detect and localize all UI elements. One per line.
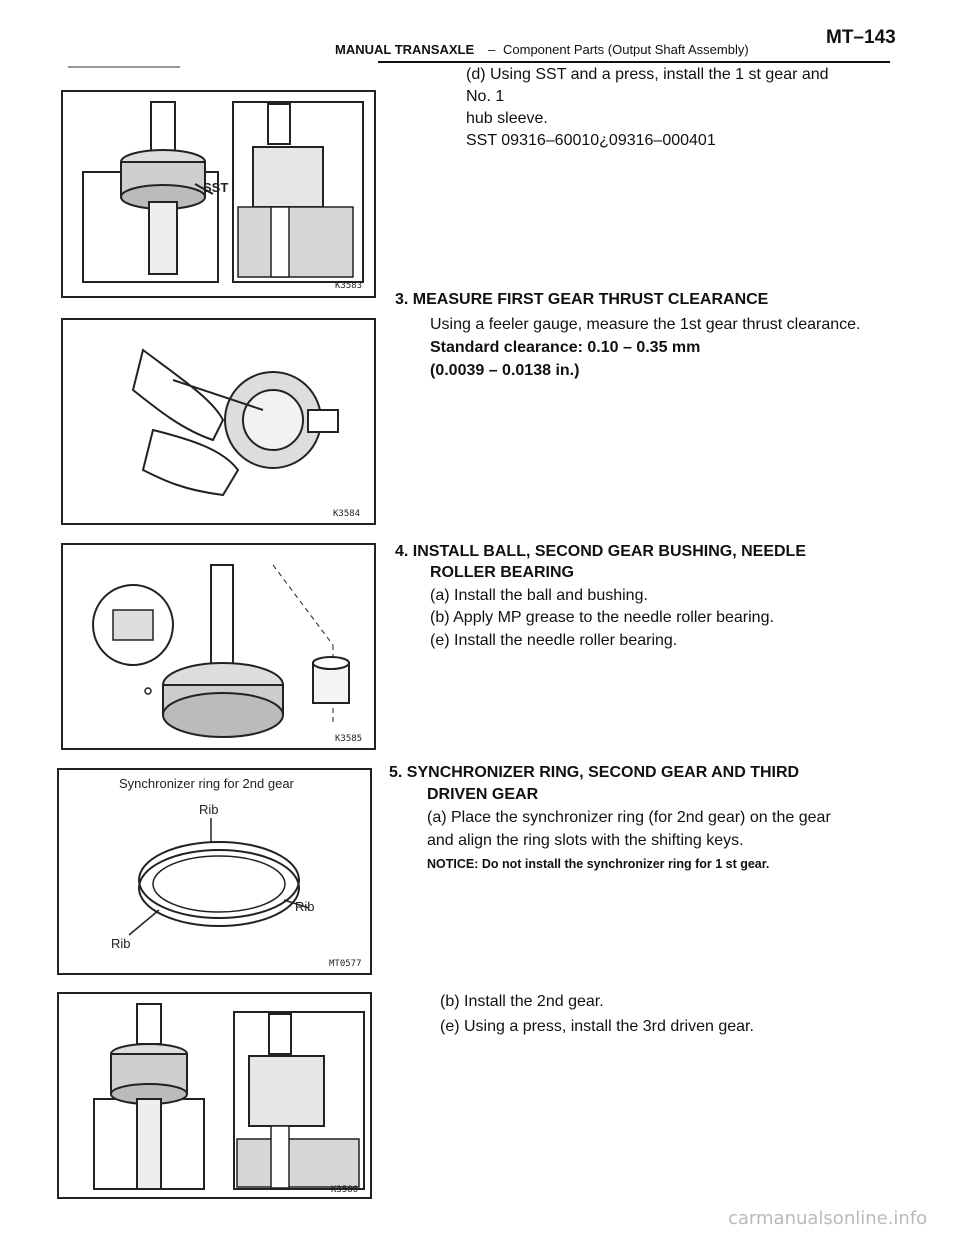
step4-e: (e) Install the needle roller bearing.: [430, 632, 678, 649]
step3-title: 3. MEASURE FIRST GEAR THRUST CLEARANCE: [395, 291, 769, 308]
step-d-line2: No. 1: [466, 88, 505, 105]
step5-b: (b) Install the 2nd gear.: [440, 993, 604, 1010]
fig4-rib-top-label: Rib: [199, 802, 219, 817]
step5-notice: NOTICE: Do not install the synchronizer ring for 1 st gear.: [427, 857, 770, 871]
step4-b: (b) Apply MP grease to the needle roller bearing.: [430, 609, 774, 626]
step4-title-line2: ROLLER BEARING: [430, 564, 574, 581]
step5-e: (e) Using a press, install the 3rd driven gear.: [440, 1018, 754, 1035]
step5-title-line1: 5. SYNCHRONIZER RING, SECOND GEAR AND THIRD: [389, 764, 800, 781]
header-rule: [378, 61, 890, 63]
figure-ball-bushing-bearing: [61, 543, 376, 750]
figure-feeler-gauge: [61, 318, 376, 525]
step4-title-line1: 4. INSTALL BALL, SECOND GEAR BUSHING, NEEDLE: [395, 543, 806, 560]
fig4-title: Synchronizer ring for 2nd gear: [119, 776, 294, 791]
fig2-label: K3584: [333, 509, 361, 519]
header-subsection-title: Component Parts (Output Shaft Assembly): [503, 42, 749, 57]
step3-line1: Using a feeler gauge, measure the 1st gear thrust clearance.: [430, 316, 861, 333]
step3-standard: Standard clearance: 0.10 – 0.35 mm: [430, 339, 701, 356]
watermark: carmanualsonline.info: [728, 1208, 928, 1229]
step4-a: (a) Install the ball and bushing.: [430, 587, 648, 604]
scan-artifact-line: [68, 66, 180, 68]
fig1-sst-callout: SST: [203, 180, 229, 195]
step5-a-line1: (a) Place the synchronizer ring (for 2nd gear) on the gear: [427, 809, 831, 826]
fig4-rib-right-label: Rib: [295, 899, 315, 914]
step3-inches: (0.0039 – 0.0138 in.): [430, 362, 580, 379]
step5-title-line2: DRIVEN GEAR: [427, 786, 539, 803]
fig3-label: K3585: [335, 734, 363, 744]
header-separator: –: [488, 42, 496, 57]
fig4-rib-left-label: Rib: [111, 936, 131, 951]
page-number: MT–143: [826, 27, 896, 48]
step5-a-line2: and align the ring slots with the shifting keys.: [427, 832, 744, 849]
fig5-label: K3586: [331, 1185, 359, 1195]
step-d-line3: hub sleeve.: [466, 110, 548, 127]
figure-press-third-gear: [57, 992, 372, 1199]
figure-sst-press-first-gear: [61, 90, 376, 298]
figure-synchronizer-ring: [57, 768, 372, 975]
step-d-line1: (d) Using SST and a press, install the 1 st gear and: [466, 66, 829, 83]
header-section-title: MANUAL TRANSAXLE: [335, 42, 475, 57]
fig4-label: MT0577: [329, 959, 362, 969]
fig1-label: K3583: [335, 281, 363, 291]
step-d-sst: SST 09316–60010¿09316–000401: [466, 132, 716, 149]
